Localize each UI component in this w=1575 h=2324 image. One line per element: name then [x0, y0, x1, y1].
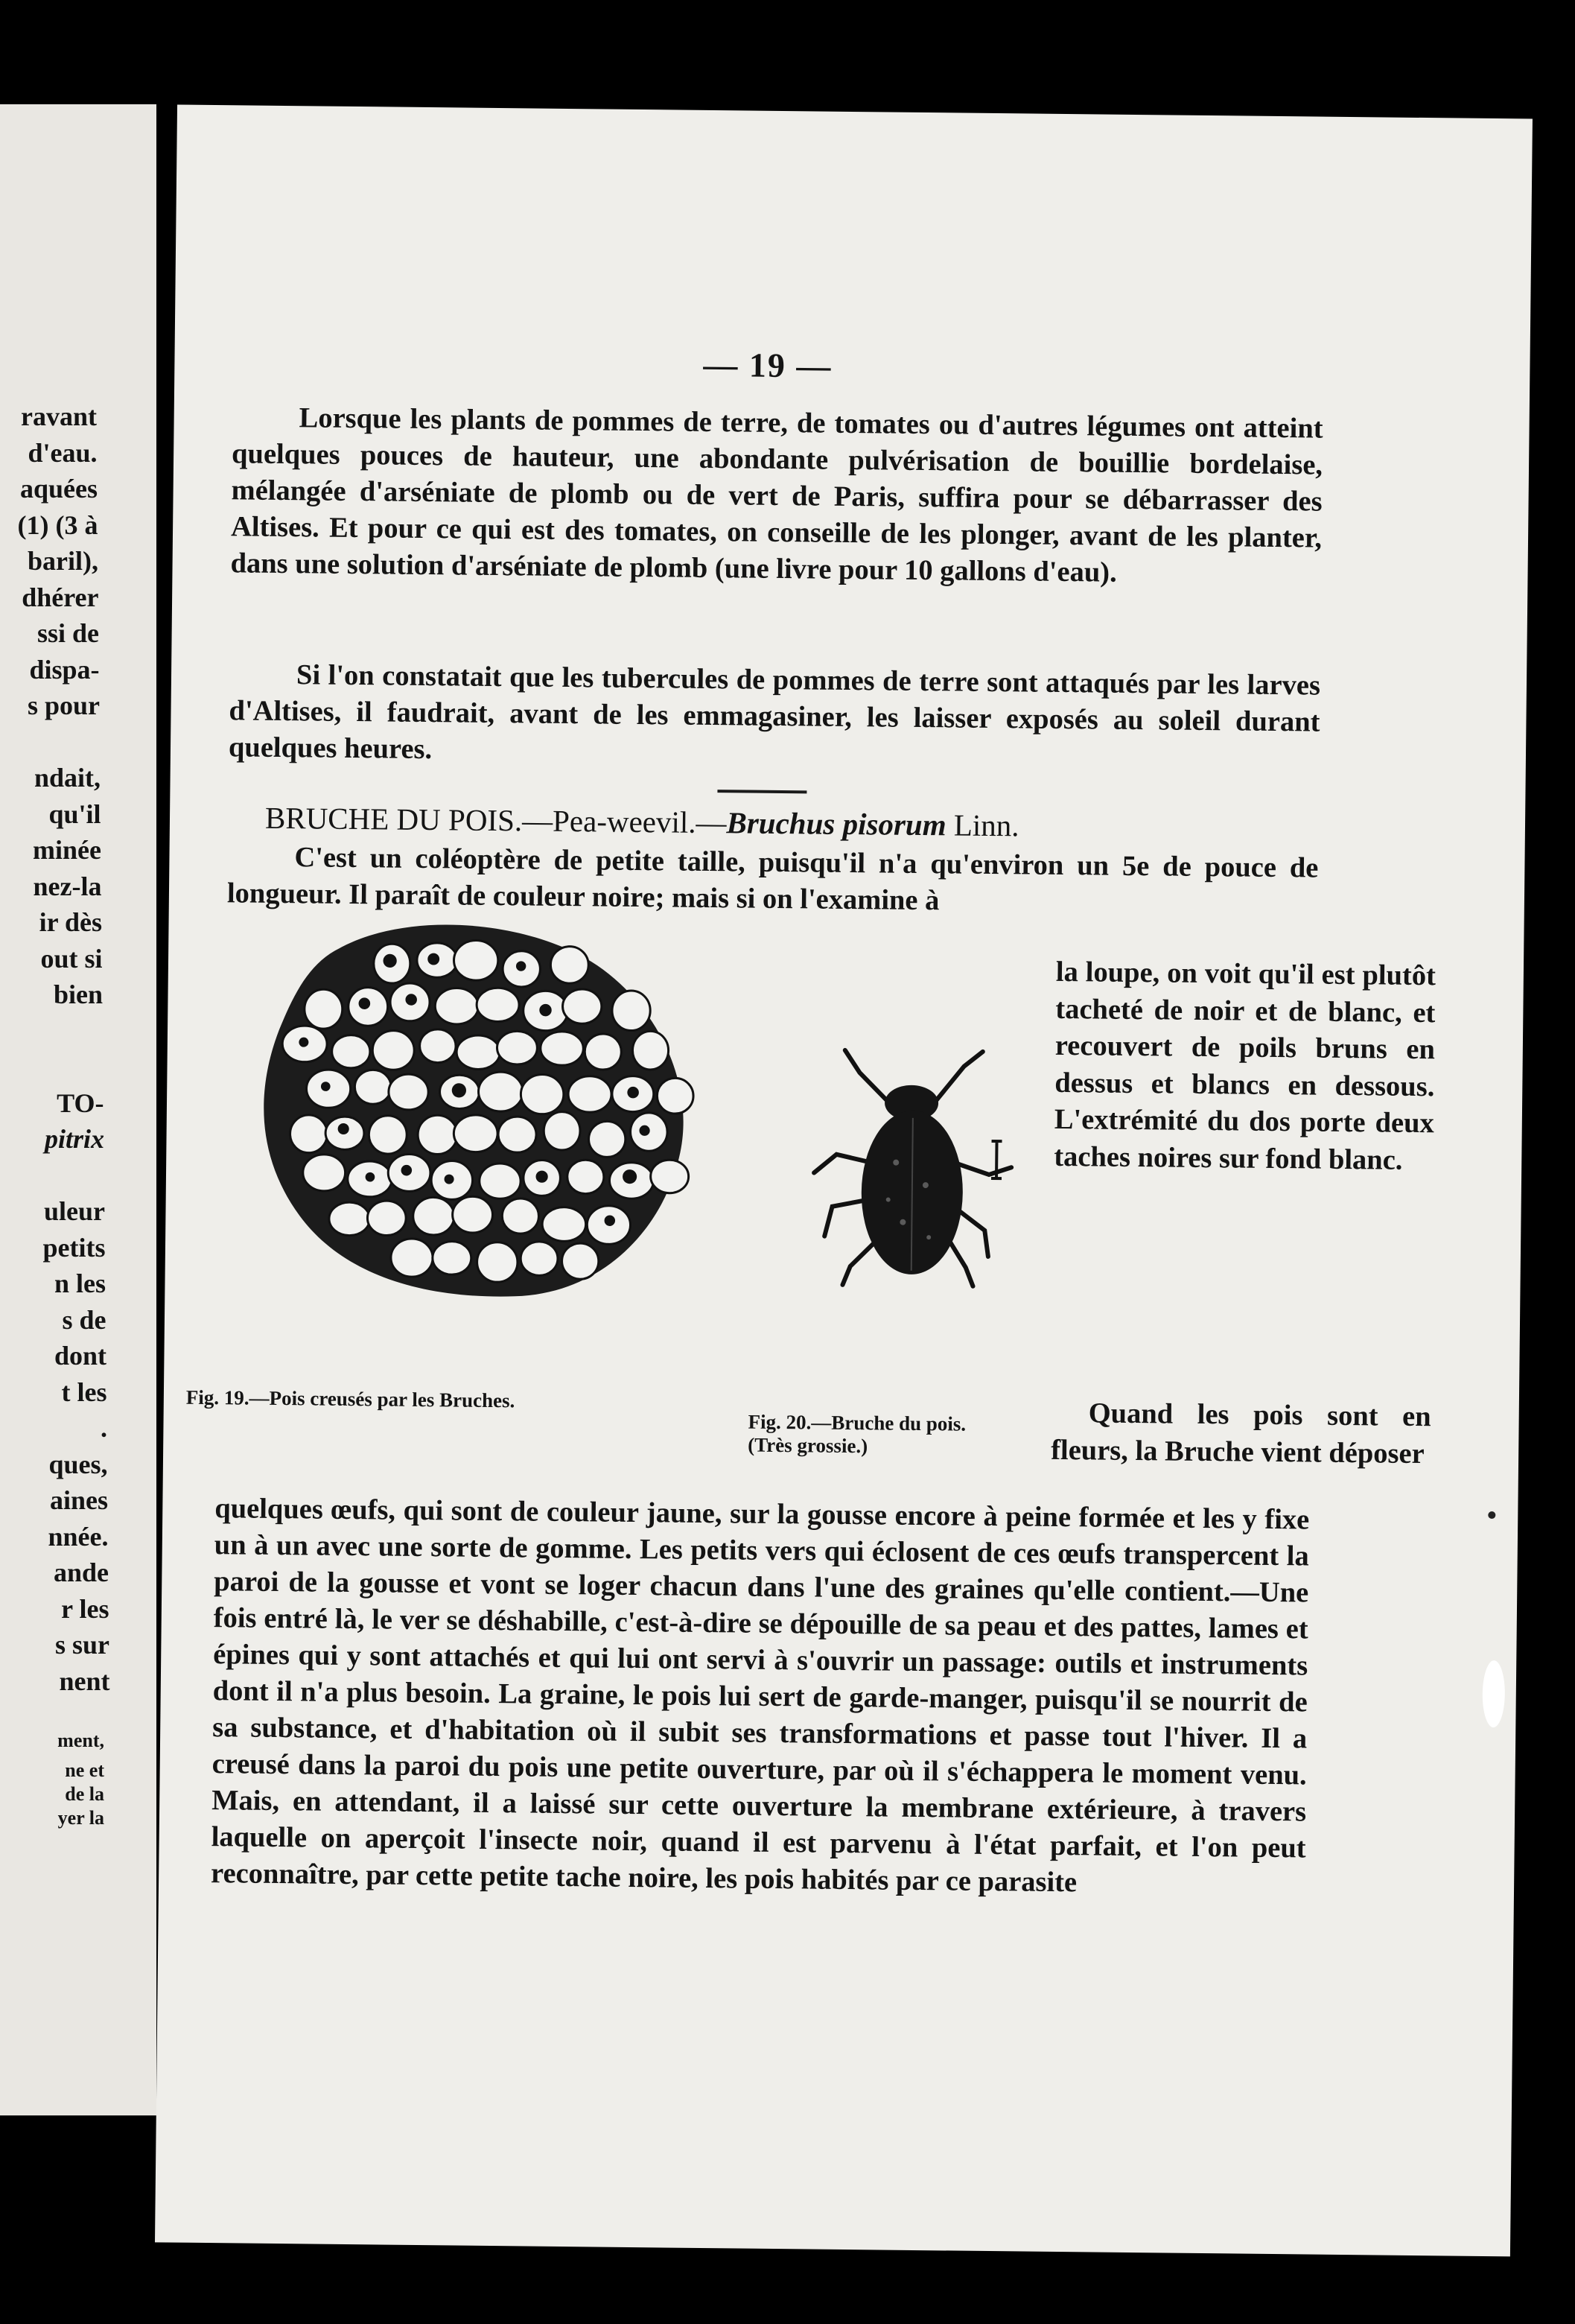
book-page	[155, 104, 1533, 2256]
paragraph-description: C'est un coléoptère de petite taille, puisqu'il n'a qu'environ un 5e de pouce de longueur. Il paraît de couleur noire; mais si on l'examine à	[226, 842, 1319, 917]
left-page-line: petits	[42, 1232, 106, 1263]
section-heading	[265, 800, 1019, 844]
left-page-line: .	[101, 1413, 107, 1443]
paragraph-tubercules: Si l'on constatait que les tubercules de pommes de terre sont attaqués par les larves d'Altises, il faudrait, avant de les emmagasiner, les laisser exposés au soleil durant quelques heures.	[228, 659, 1321, 766]
heading-author: Linn.	[946, 807, 1019, 843]
left-page-line: aquées	[19, 474, 98, 504]
left-page-line: ravant	[21, 401, 97, 431]
left-page-line: ques,	[48, 1449, 108, 1479]
left-page-line: t les	[61, 1377, 107, 1407]
left-page-line: s pour	[27, 690, 100, 720]
left-page-line: (1) (3 à	[17, 509, 98, 540]
left-page-line: nent	[59, 1666, 110, 1696]
fig20-weevil-illustration	[798, 1012, 1039, 1298]
page-number: — 19 —	[703, 345, 833, 385]
ink-dot	[1488, 1511, 1495, 1519]
fig20-caption-line1: Fig. 20.—Bruche du pois.	[748, 1410, 967, 1435]
left-page-footnote-line: ne et	[65, 1759, 104, 1781]
heading-scientific-name: Bruchus pisorum	[726, 805, 946, 842]
left-page-line: ndait,	[34, 763, 101, 793]
left-page-line: minée	[33, 835, 101, 865]
left-page-footnote-line: de la	[65, 1783, 104, 1805]
left-page-line: s sur	[54, 1630, 109, 1660]
left-page-line: TO-	[57, 1088, 104, 1118]
left-page-line: uleur	[43, 1196, 105, 1226]
left-page-line: dont	[54, 1341, 106, 1371]
left-page-line: nnée.	[48, 1521, 109, 1552]
left-page-footnote-line: yer la	[57, 1807, 104, 1829]
fig20-caption-line2: (Très grossie.)	[748, 1433, 868, 1458]
wrapped-text-column-2: Quand les pois sont en fleurs, la Bruche vient déposer	[1050, 1397, 1431, 1470]
left-page-line: ande	[53, 1558, 109, 1587]
left-page-line: baril),	[28, 546, 98, 576]
fig19-pea-cluster-illustration	[232, 902, 720, 1309]
heading-title: BRUCHE DU POIS.—Pea-weevil.—	[264, 800, 727, 840]
paragraph-life-cycle: quelques œufs, qui sont de couleur jaune, sur la gousse encore à peine formée et les y fixe un à un avec une sorte de gomme. Les petits vers qui éclosent de ces œufs transpercent la paroi de la gousse et vont se loger chacun dans l'une des graines qu'elle contient.—Une fois entré là, le ver se déshabille, c'est-à-dire se dépouille de sa peau et des pattes, lames et épines qui y sont attachés et qui lui ont servi à s'ouvrir un passage: outils et instruments dont il n'a plus besoin. La graine, le pois lui sert de garde-manger, puisqu'il se nourrit de sa substance, et d'habitation où il subit ses transformations et passe tout l'hiver. Il a creusé dans la paroi du pois une petite ouverture, par où il s'échappera le moment venu. Mais, en attendant, il a laissé sur cette ouverture la membrane extérieure, à travers laquelle on aperçoit l'insecte noir, quand il est parvenu à l'état parfait, et l'on peut reconnaître, par cette petite tache noire, les pois habités par ce parasite	[210, 1493, 1310, 1899]
left-page-line: ssi de	[36, 618, 99, 648]
fig19-caption: Fig. 19.—Pois creusés par les Bruches.	[185, 1385, 515, 1412]
left-page-footnote-line: ment,	[57, 1730, 104, 1751]
punch-hole	[1482, 1660, 1505, 1727]
left-page-line: qu'il	[48, 799, 101, 829]
section-divider	[717, 790, 806, 793]
wrapped-text-column: la loupe, on voit qu'il est plutôt tacheté de noir et de blanc, et recouvert de poils bruns en dessus et blancs en dessous. L'extrémité du dos porte deux taches noires sur fond blanc.	[1054, 956, 1436, 1176]
left-page-fragment	[0, 104, 156, 2115]
left-page-line: dhérer	[22, 582, 99, 612]
left-page-line: aines	[49, 1485, 108, 1515]
left-page-line: s de	[62, 1304, 106, 1335]
left-page-line: d'eau.	[28, 437, 98, 468]
left-page-line: n les	[54, 1269, 106, 1298]
paragraph-altises-treatment: Lorsque les plants de pommes de terre, de tomates ou d'autres légumes ont atteint quelques pouces de hauteur, une abondante pulvérisation de bouillie bordelaise, mélangée d'arséniate de plomb ou de vert de Paris, suffira pour se débarrasser des Altises. Et pour ce qui est des tomates, on conseille de les plonger, avant de les planter, dans une solution d'arséniate de plomb (une livre pour 10 gallons d'eau).	[230, 402, 1323, 588]
left-page-line: pitrix	[44, 1124, 104, 1154]
left-page-line: out si	[40, 943, 103, 974]
left-page-line: r les	[61, 1593, 109, 1624]
left-page-line: bien	[53, 980, 103, 1009]
left-page-line: dispa-	[29, 654, 100, 685]
left-page-line: ir dès	[39, 907, 102, 937]
left-page-line: nez-la	[33, 871, 102, 901]
